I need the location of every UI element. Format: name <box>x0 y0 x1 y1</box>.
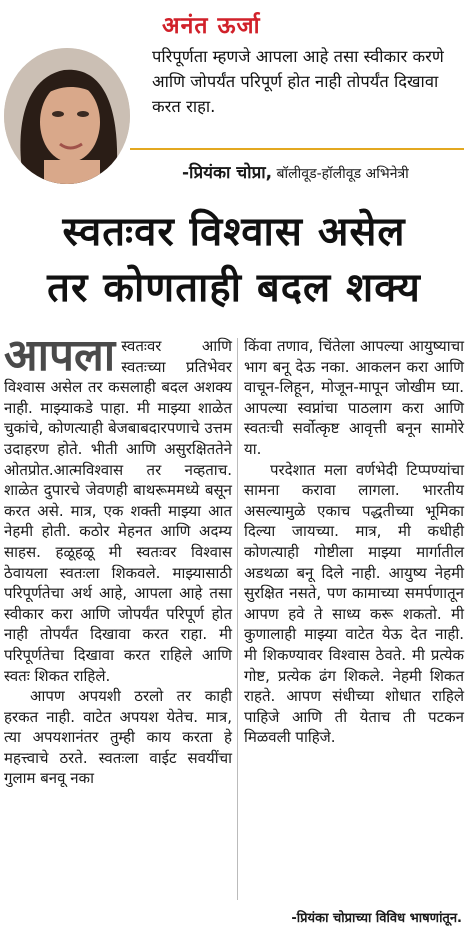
attribution <box>182 160 409 183</box>
attribution-name: -प्रियंका चोप्रा, <box>182 163 273 183</box>
article-paragraph <box>4 330 232 686</box>
source-note: -प्रियंका चोप्राच्या विविध भाषणांतून. <box>291 911 462 926</box>
article-paragraph: किंवा तणाव, चिंतेला आपल्या आयुष्याचा भाग बनू देऊ नका. आकलन करा आणि वाचून-लिहून, मोजून-मापून जोखीम घ्या. आपल्या स्वप्नांचा पाठलाग करा आणि स्वतःची सर्वोत्कृष्ट आवृत्ती बनून सामोरे या. <box>244 337 464 458</box>
pull-quote: परिपूर्णता म्हणजे आपला आहे तसा स्वीकार करणे आणि जोपर्यंत परिपूर्ण होत नाही तोपर्यंत दिखावा करत राहा. <box>152 47 444 116</box>
article-paragraph: आपण अपयशी ठरलो तर काही हरकत नाही. वाटेत अपयश येतेच. मात्र, त्या अपयशानंतर तुम्ही काय करता हे महत्त्वाचे ठरते. स्वतःला वाईट सवयींचा गुलाम बनवू नका <box>4 687 232 788</box>
article-column-1 <box>4 330 232 789</box>
article-paragraph: परदेशात मला वर्णभेदी टिप्पण्यांचा सामना करावा लागला. भारतीय असल्यामुळे एकाच पद्धतीच्या भूमिका दिल्या जायच्या. मात्र, मी कधीही कोणत्याही गोष्टीला माझ्या मार्गातील अडथळा बनू दिले नाही. आयुष्य नेहमी सुरक्षित नसते, पण कामाच्या समर्पणातून आपण हवे ते साध्य करू शकतो. मी कुणालाही माझ्या वाटेत येऊ देत नाही. मी शिकण्यावर विश्वास ठेवते. मी प्रत्येक गोष्ट, प्रत्येक ढंग शिकले. नेहमी शिकत राहते. आपण संधीच्या शोधात राहिले पाहिजे आणि ती येताच ती पटकन मिळवली पाहिजे. <box>244 460 464 747</box>
column-tag: अनंत ऊर्जा <box>162 13 261 39</box>
divider <box>130 148 464 150</box>
attribution-role: बॉलीवूड-हॉलीवूड अभिनेत्री <box>272 166 409 182</box>
drop-cap: आपला <box>4 330 116 381</box>
headline-line-2: तर कोणताही बदल शक्य <box>47 265 421 311</box>
column-divider <box>237 338 238 900</box>
paragraph-text: स्वतःवर आणि स्वतःच्या प्रतिभेवर विश्वास असेल तर कसलाही बदल अशक्य नाही. माझ्याकडे पाहा. मी माझ्या शाळेत चुकांचे, कोणत्याही बेजबाबदारपणाचे उत्तम उदाहरण होते. भीती आणि असुरक्षिततेने ओतप्रोत.आत्मविश्वास तर नव्हताच. शाळेत दुपारचे जेवणही बाथरूममध्ये बसून करत असे. मात्र, एक शक्ती माझ्या आत नेहमी होती. कठोर मेहनत आणि अदम्य साहस. हळूहळू मी स्वतःवर विश्वास ठेवायला स्वतःला शिकवले. माझ्यासाठी परिपूर्णतेचा अर्थ आहे, आपला आहे तसा स्वीकार करा आणि जोपर्यंत परिपूर्ण होत नाही तोपर्यंत दिखावा करत राहा. मी परिपूर्णतेचा दिखावा करत राहिले आणि स्वतः शिकत राहिले. <box>4 337 232 685</box>
article-column-2 <box>244 336 464 748</box>
headline-line-1: स्वतःवर विश्वास असेल <box>62 209 406 255</box>
portrait-photo <box>4 48 130 184</box>
